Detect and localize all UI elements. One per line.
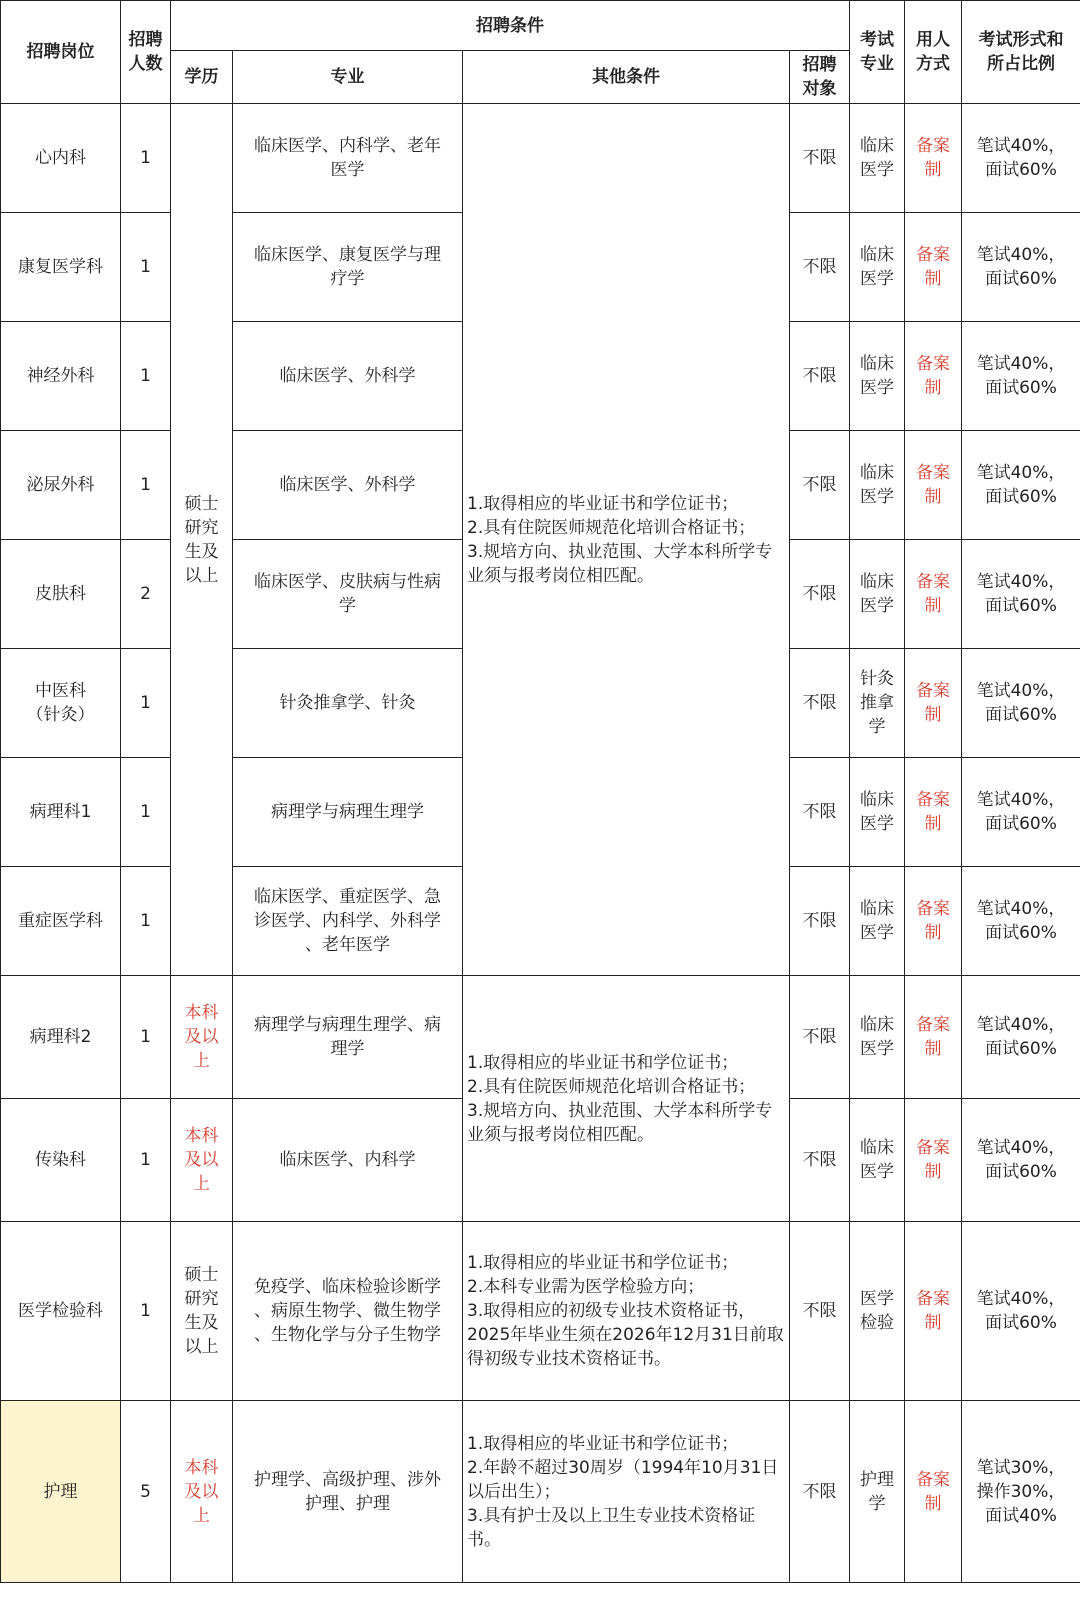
exam-form-cell: 笔试40%， 面试60% <box>962 540 1080 649</box>
count-cell: 2 <box>121 540 171 649</box>
exam-form-cell: 笔试40%， 面试60% <box>962 1099 1080 1222</box>
header-major: 专业 <box>233 51 463 104</box>
employment-cell: 备案 制 <box>905 104 962 213</box>
position-cell: 泌尿外科 <box>1 431 121 540</box>
major-cell: 护理学、高级护理、涉外 护理、护理 <box>233 1401 463 1583</box>
employment-cell: 备案 制 <box>905 213 962 322</box>
count-cell: 1 <box>121 104 171 213</box>
count-cell: 1 <box>121 431 171 540</box>
employment-cell: 备案 制 <box>905 1401 962 1583</box>
exam-form-cell: 笔试40%， 面试60% <box>962 976 1080 1099</box>
major-cell: 病理学与病理生理学、病 理学 <box>233 976 463 1099</box>
exam-major-cell: 临床 医学 <box>850 758 905 867</box>
exam-major-cell: 临床 医学 <box>850 867 905 976</box>
header-conditions: 招聘条件 <box>171 1 850 51</box>
position-cell: 重症医学科 <box>1 867 121 976</box>
exam-major-cell: 临床 医学 <box>850 976 905 1099</box>
exam-form-cell: 笔试40%， 面试60% <box>962 649 1080 758</box>
count-cell: 1 <box>121 649 171 758</box>
target-cell: 不限 <box>790 104 850 213</box>
target-cell: 不限 <box>790 540 850 649</box>
exam-major-cell: 医学 检验 <box>850 1222 905 1401</box>
other-conditions-cell: 1.取得相应的毕业证书和学位证书； 2.年龄不超过30周岁（1994年10月31日以后出生）； 3.具有护士及以上卫生专业技术资格证书。 <box>463 1401 790 1583</box>
exam-form-cell: 笔试40%， 面试60% <box>962 1222 1080 1401</box>
count-cell: 1 <box>121 758 171 867</box>
employment-cell: 备案 制 <box>905 322 962 431</box>
major-cell: 临床医学、外科学 <box>233 431 463 540</box>
table-row <box>1 1222 1080 1401</box>
target-cell: 不限 <box>790 649 850 758</box>
table-body <box>1 104 1080 1583</box>
other-conditions-cell: 1.取得相应的毕业证书和学位证书； 2.具有住院医师规范化培训合格证书； 3.规培方向、执业范围、大学本科所学专业须与报考岗位相匹配。 <box>463 104 790 976</box>
education-cell: 本科 及以 上 <box>171 1099 233 1222</box>
employment-cell: 备案 制 <box>905 867 962 976</box>
position-cell: 中医科 （针灸） <box>1 649 121 758</box>
position-cell: 传染科 <box>1 1099 121 1222</box>
education-cell: 硕士 研究 生及 以上 <box>171 1222 233 1401</box>
employment-cell: 备案 制 <box>905 976 962 1099</box>
major-cell: 临床医学、康复医学与理 疗学 <box>233 213 463 322</box>
exam-major-cell: 临床 医学 <box>850 431 905 540</box>
education-cell: 本科 及以 上 <box>171 1401 233 1583</box>
major-cell: 临床医学、重症医学、急 诊医学、内科学、外科学 、老年医学 <box>233 867 463 976</box>
header-exam-form: 考试形式和 所占比例 <box>962 1 1080 104</box>
target-cell: 不限 <box>790 976 850 1099</box>
employment-cell: 备案 制 <box>905 649 962 758</box>
count-cell: 1 <box>121 976 171 1099</box>
exam-major-cell: 临床 医学 <box>850 540 905 649</box>
exam-major-cell: 临床 医学 <box>850 213 905 322</box>
count-cell: 5 <box>121 1401 171 1583</box>
target-cell: 不限 <box>790 1222 850 1401</box>
target-cell: 不限 <box>790 431 850 540</box>
count-cell: 1 <box>121 213 171 322</box>
exam-form-cell: 笔试40%， 面试60% <box>962 322 1080 431</box>
position-cell: 护理 <box>1 1401 121 1583</box>
employment-cell: 备案 制 <box>905 1099 962 1222</box>
major-cell: 临床医学、皮肤病与性病 学 <box>233 540 463 649</box>
position-cell: 医学检验科 <box>1 1222 121 1401</box>
target-cell: 不限 <box>790 1099 850 1222</box>
exam-form-cell: 笔试30%， 操作30%， 面试40% <box>962 1401 1080 1583</box>
exam-form-cell: 笔试40%， 面试60% <box>962 431 1080 540</box>
major-cell: 临床医学、外科学 <box>233 322 463 431</box>
employment-cell: 备案 制 <box>905 540 962 649</box>
header-target: 招聘 对象 <box>790 51 850 104</box>
exam-major-cell: 针灸 推拿 学 <box>850 649 905 758</box>
position-cell: 病理科1 <box>1 758 121 867</box>
header-position: 招聘岗位 <box>1 1 121 104</box>
other-conditions-cell: 1.取得相应的毕业证书和学位证书； 2.具有住院医师规范化培训合格证书； 3.规培方向、执业范围、大学本科所学专业须与报考岗位相匹配。 <box>463 976 790 1222</box>
exam-major-cell: 护理 学 <box>850 1401 905 1583</box>
target-cell: 不限 <box>790 1401 850 1583</box>
exam-major-cell: 临床 医学 <box>850 1099 905 1222</box>
position-cell: 神经外科 <box>1 322 121 431</box>
count-cell: 1 <box>121 1099 171 1222</box>
education-cell: 硕士 研究 生及 以上 <box>171 104 233 976</box>
employment-cell: 备案 制 <box>905 758 962 867</box>
exam-form-cell: 笔试40%， 面试60% <box>962 104 1080 213</box>
position-cell: 心内科 <box>1 104 121 213</box>
header-employment: 用人 方式 <box>905 1 962 104</box>
target-cell: 不限 <box>790 758 850 867</box>
exam-major-cell: 临床 医学 <box>850 104 905 213</box>
position-cell: 病理科2 <box>1 976 121 1099</box>
target-cell: 不限 <box>790 322 850 431</box>
header-education: 学历 <box>171 51 233 104</box>
position-cell: 皮肤科 <box>1 540 121 649</box>
target-cell: 不限 <box>790 867 850 976</box>
header-count: 招聘 人数 <box>121 1 171 104</box>
count-cell: 1 <box>121 1222 171 1401</box>
major-cell: 针灸推拿学、针灸 <box>233 649 463 758</box>
table-row <box>1 976 1080 1099</box>
target-cell: 不限 <box>790 213 850 322</box>
other-conditions-cell: 1.取得相应的毕业证书和学位证书； 2.本科专业需为医学检验方向； 3.取得相应的初级专业技术资格证书，2025年毕业生须在2026年12月31日前取得初级专业技术资格证书。 <box>463 1222 790 1401</box>
major-cell: 病理学与病理生理学 <box>233 758 463 867</box>
count-cell: 1 <box>121 322 171 431</box>
major-cell: 临床医学、内科学 <box>233 1099 463 1222</box>
exam-form-cell: 笔试40%， 面试60% <box>962 213 1080 322</box>
exam-form-cell: 笔试40%， 面试60% <box>962 867 1080 976</box>
employment-cell: 备案 制 <box>905 1222 962 1401</box>
exam-form-cell: 笔试40%， 面试60% <box>962 758 1080 867</box>
exam-major-cell: 临床 医学 <box>850 322 905 431</box>
count-cell: 1 <box>121 867 171 976</box>
header-exam-major: 考试 专业 <box>850 1 905 104</box>
employment-cell: 备案 制 <box>905 431 962 540</box>
position-cell: 康复医学科 <box>1 213 121 322</box>
major-cell: 免疫学、临床检验诊断学 、病原生物学、微生物学 、生物化学与分子生物学 <box>233 1222 463 1401</box>
major-cell: 临床医学、内科学、老年 医学 <box>233 104 463 213</box>
table-row <box>1 1401 1080 1583</box>
table-row <box>1 104 1080 213</box>
header-other: 其他条件 <box>463 51 790 104</box>
education-cell: 本科 及以 上 <box>171 976 233 1099</box>
